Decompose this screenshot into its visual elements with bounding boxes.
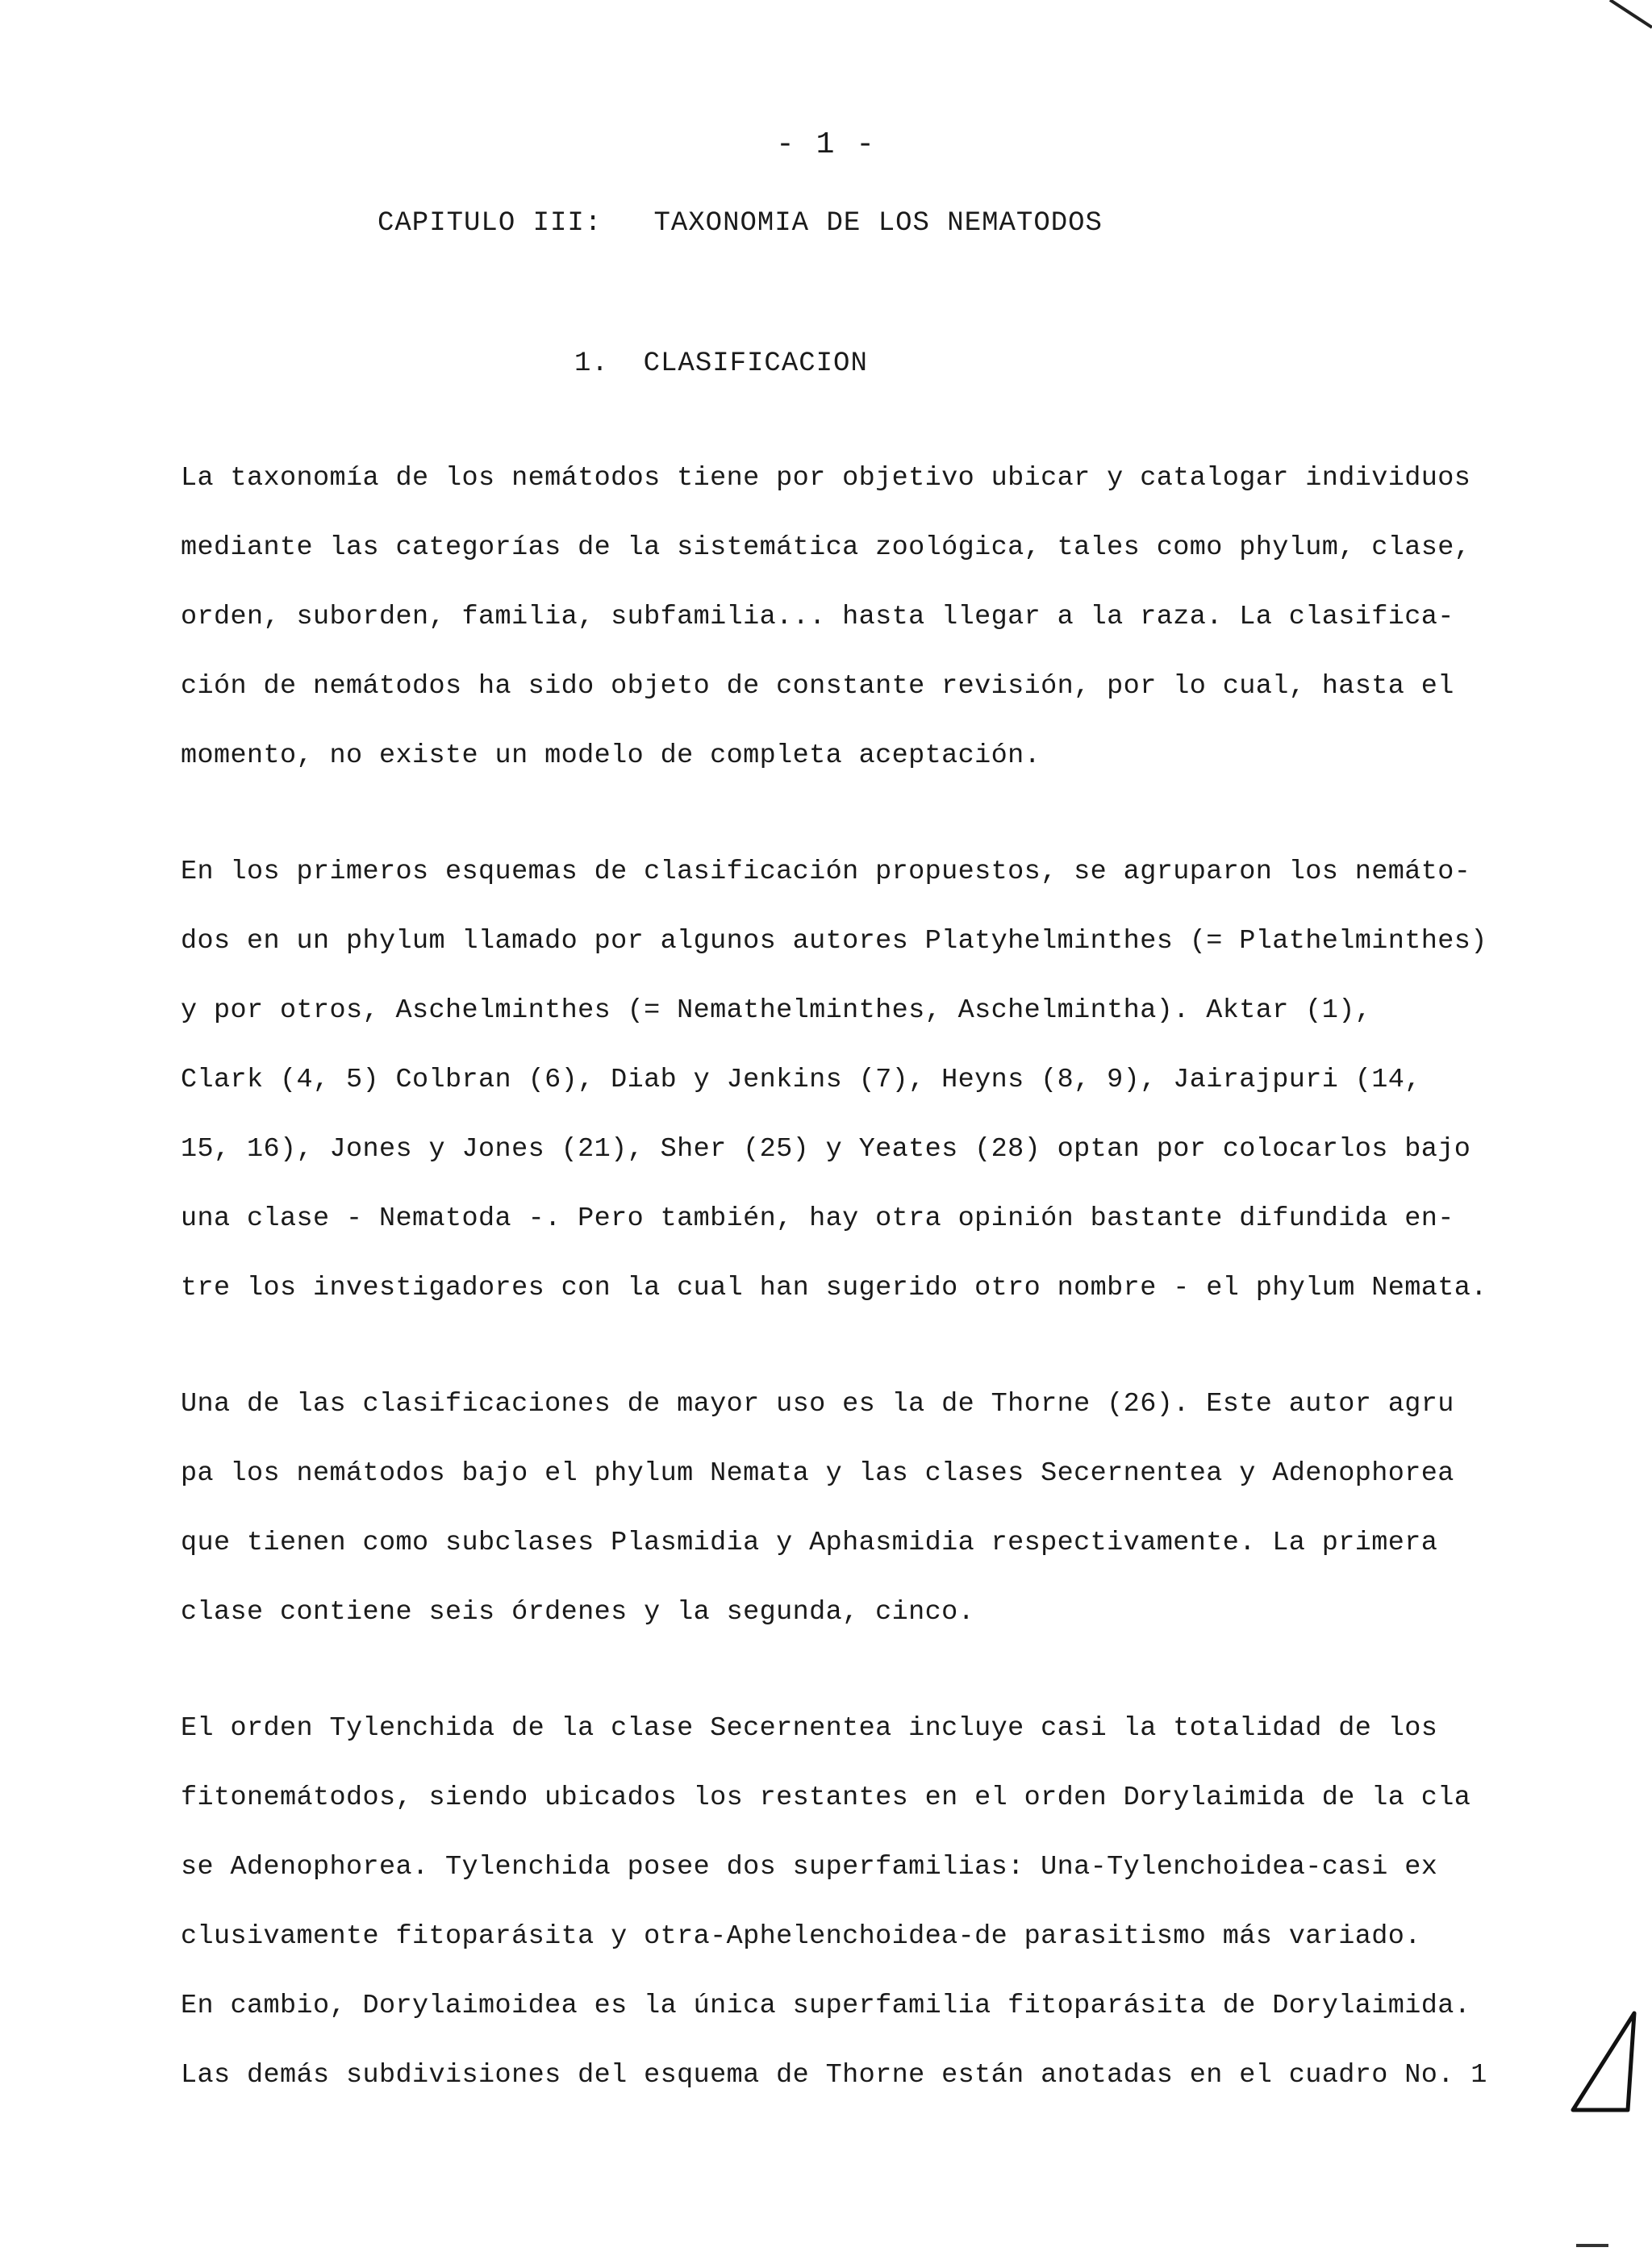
paragraph-3 bbox=[181, 1370, 1584, 1647]
text-line: El orden Tylenchida de la clase Secernentea incluye casi la totalidad de los bbox=[181, 1713, 1438, 1744]
paragraph-2 bbox=[181, 837, 1584, 1323]
chapter-title: CAPITULO III: TAXONOMIA DE LOS NEMATODOS bbox=[378, 208, 1103, 239]
text-line: 15, 16), Jones y Jones (21), Sher (25) y Yeates (28) optan por colocarlos bajo bbox=[181, 1134, 1471, 1165]
text-line: una clase - Nematoda -. Pero también, hay otra opinión bastante difundida en- bbox=[181, 1203, 1454, 1234]
text-line: orden, suborden, familia, subfamilia... hasta llegar a la raza. La clasifica- bbox=[181, 602, 1454, 632]
text-line: y por otros, Aschelminthes (= Nemathelminthes, Aschelmintha). Aktar (1), bbox=[181, 995, 1372, 1026]
text-line: Las demás subdivisiones del esquema de Thorne están anotadas en el cuadro No. 1 bbox=[181, 2060, 1487, 2091]
text-line: momento, no existe un modelo de completa aceptación. bbox=[181, 740, 1041, 771]
paragraph-1 bbox=[181, 444, 1584, 790]
text-line: clusivamente fitoparásita y otra-Aphelenchoidea-de parasitismo más variado. bbox=[181, 1921, 1421, 1952]
text-line: ción de nemátodos ha sido objeto de constante revisión, por lo cual, hasta el bbox=[181, 671, 1454, 702]
handwritten-margin-mark bbox=[1563, 2007, 1641, 2120]
paragraph-4 bbox=[181, 1694, 1584, 2110]
text-line: Una de las clasificaciones de mayor uso es la de Thorne (26). Este autor agru bbox=[181, 1389, 1454, 1420]
text-line: que tienen como subclases Plasmidia y Aphasmidia respectivamente. La primera bbox=[181, 1528, 1438, 1558]
text-line: pa los nemátodos bajo el phylum Nemata y las clases Secernentea y Adenophorea bbox=[181, 1458, 1454, 1489]
text-line: tre los investigadores con la cual han sugerido otro nombre - el phylum Nemata. bbox=[181, 1273, 1487, 1303]
body-text bbox=[181, 444, 1584, 2157]
text-line: clase contiene seis órdenes y la segunda, cinco. bbox=[181, 1597, 975, 1628]
text-line: En cambio, Dorylaimoidea es la única superfamilia fitoparásita de Dorylaimida. bbox=[181, 1991, 1471, 2021]
corner-stroke-mark bbox=[1604, 0, 1652, 29]
section-title: 1. CLASIFICACION bbox=[574, 348, 868, 379]
text-line: La taxonomía de los nemátodos tiene por objetivo ubicar y catalogar individuos bbox=[181, 463, 1471, 494]
text-line: se Adenophorea. Tylenchida posee dos superfamilias: Una-Tylenchoidea-casi ex bbox=[181, 1852, 1438, 1883]
text-line: fitonemátodos, siendo ubicados los restantes en el orden Dorylaimida de la cla bbox=[181, 1783, 1471, 1813]
text-line: Clark (4, 5) Colbran (6), Diab y Jenkins (7), Heyns (8, 9), Jairajpuri (14, bbox=[181, 1065, 1421, 1095]
text-line: mediante las categorías de la sistemática zoológica, tales como phylum, clase, bbox=[181, 532, 1471, 563]
text-line: dos en un phylum llamado por algunos autores Platyhelminthes (= Plathelminthes) bbox=[181, 926, 1487, 957]
page-number: - 1 - bbox=[775, 127, 877, 162]
bottom-stroke-mark bbox=[1576, 2244, 1608, 2247]
text-line: En los primeros esquemas de clasificación propuestos, se agruparon los nemáto- bbox=[181, 857, 1471, 887]
